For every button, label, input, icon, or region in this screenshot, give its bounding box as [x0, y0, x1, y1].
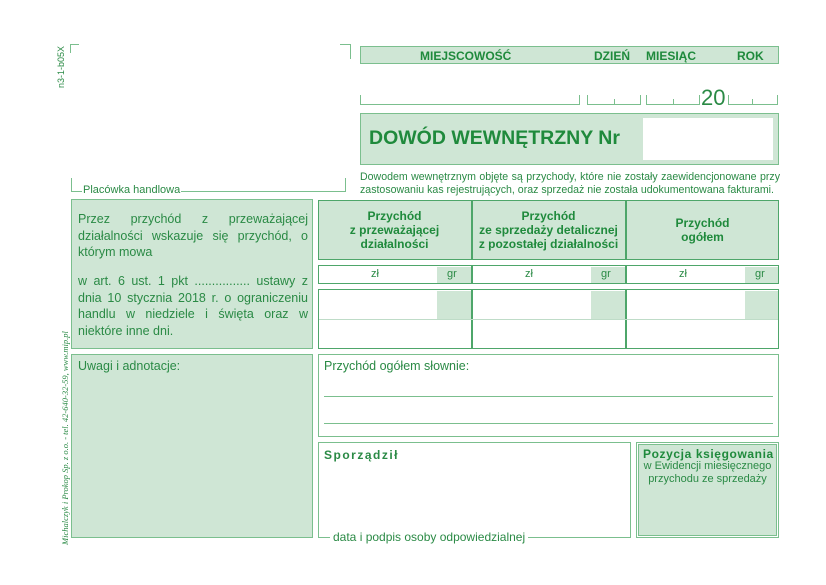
total-words-label: Przychód ogółem słownie:	[324, 359, 470, 373]
signature-label: data i podpis osoby odpowiedzialnej	[330, 530, 528, 544]
store-label: Placówka handlowa	[83, 184, 181, 196]
amount-total-zl[interactable]	[627, 291, 744, 319]
place-label: MIEJSCOWOŚĆ	[420, 49, 512, 63]
amount-main-zl[interactable]	[320, 291, 436, 319]
legal-text-1: Przez przychód z przeważającej działalności wskazuje się przychód, o którym mowa	[78, 212, 308, 259]
form-code: n3-1-b05X	[56, 45, 66, 88]
document-title: DOWÓD WEWNĘTRZNY Nr	[369, 127, 620, 149]
gr-label-2: gr	[601, 268, 611, 280]
column-title-main: Przychód z przeważającej działalności	[349, 209, 440, 251]
year-prefix: 20	[701, 85, 726, 110]
amount-main-gr[interactable]	[437, 291, 471, 319]
month-divider	[673, 99, 674, 105]
currency-row	[318, 265, 779, 284]
posting-title: Pozycja księgowania	[643, 447, 774, 461]
gr-label-1: gr	[447, 268, 457, 280]
document-number-field[interactable]	[643, 118, 773, 160]
corner-mark-top-right	[340, 44, 351, 59]
amount-retail-gr[interactable]	[591, 291, 625, 319]
currency-divider-1	[471, 265, 473, 284]
description-text: Dowodem wewnętrznym objęte są przychody, które nie zostały zaewidencjonowane przy zastosowaniu kas rejestrujących, oraz sprzedaż nie została udokumentowana fakturami.	[360, 171, 780, 196]
amount-total-gr[interactable]	[745, 291, 778, 319]
month-label: MIESIĄC	[646, 49, 697, 63]
year-field[interactable]	[728, 95, 778, 105]
amount-row-separator	[319, 319, 778, 320]
total-words-line-1	[324, 396, 773, 397]
column-title-total: Przychód ogółem	[675, 216, 730, 244]
zl-label-1: zł	[371, 268, 379, 280]
side-imprint: Michalczyk i Prokop Sp. z o.o. - tel. 42-640-32-59, www.mip.pl	[60, 331, 70, 545]
total-words-line-2	[324, 423, 773, 424]
zl-label-2: zł	[525, 268, 533, 280]
gr-label-3: gr	[755, 268, 765, 280]
notes-box[interactable]	[71, 354, 313, 538]
year-divider	[752, 99, 753, 105]
notes-label: Uwagi i adnotacje:	[78, 359, 181, 373]
currency-divider-2	[625, 265, 627, 284]
legal-text-2: w art. 6 ust. 1 pkt ................ ustawy z dnia 10 stycznia 2018 r. o ograniczeniu handlu w niedziele i święta oraz w niektóre inne dni.	[78, 274, 308, 338]
year-label: ROK	[737, 49, 764, 63]
place-field[interactable]	[360, 95, 580, 105]
prepared-label: Sporządził	[324, 448, 400, 462]
corner-mark-top-left	[70, 44, 79, 53]
amount-retail-zl[interactable]	[473, 291, 590, 319]
day-label: DZIEŃ	[594, 49, 630, 63]
column-title-retail: Przychód ze sprzedaży detalicznej z pozostałej działalności	[478, 209, 619, 251]
zl-label-3: zł	[679, 268, 687, 280]
posting-subtitle: w Ewidencji miesięcznego przychodu ze sprzedaży	[643, 460, 772, 485]
day-divider	[614, 99, 615, 105]
